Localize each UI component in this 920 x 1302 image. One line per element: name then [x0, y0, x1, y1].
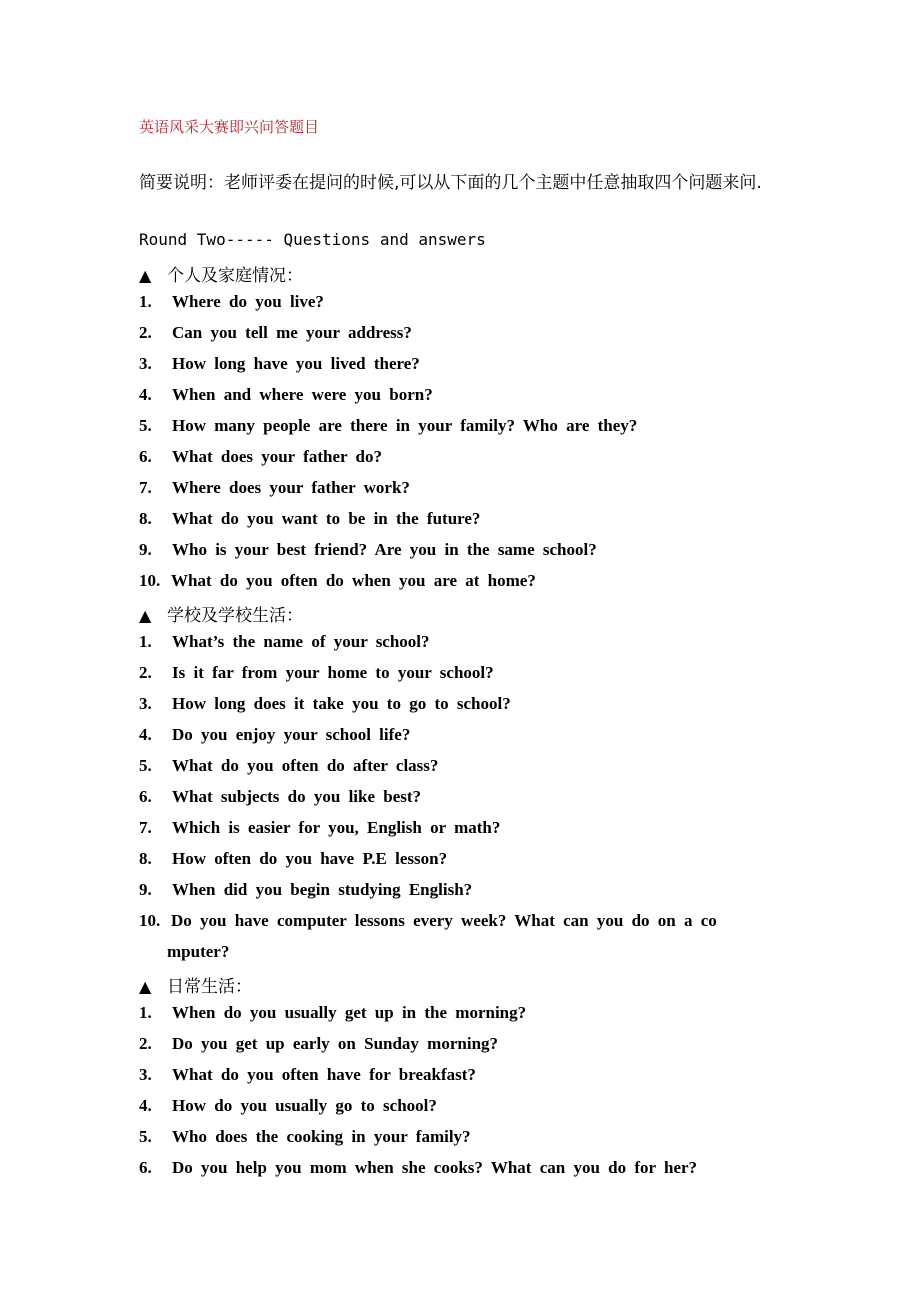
question-text: What do you often have for breakfast? [172, 1065, 476, 1084]
question-item [139, 694, 511, 718]
question-item [139, 663, 494, 687]
question-text: Can you tell me your address? [172, 323, 412, 342]
question-number: 3. [139, 694, 152, 713]
document-title: 英语风采大赛即兴问答题目 [139, 118, 320, 136]
question-item [139, 1158, 697, 1182]
question-item [139, 880, 472, 904]
question-number: 1. [139, 292, 152, 311]
question-item [139, 849, 447, 873]
section-heading-school [139, 601, 303, 625]
question-number: 4. [139, 725, 152, 744]
question-item [139, 571, 536, 595]
question-text: What does your father do? [172, 447, 382, 466]
question-text: Who does the cooking in your family? [172, 1127, 471, 1146]
question-item [139, 632, 430, 656]
question-item [139, 756, 438, 780]
question-item [139, 1003, 526, 1027]
question-number: 1. [139, 632, 152, 651]
question-text: What’s the name of your school? [172, 632, 430, 651]
question-text: What subjects do you like best? [172, 787, 422, 806]
question-item [139, 323, 412, 347]
question-item [139, 509, 480, 533]
question-text: Do you get up early on Sunday morning? [172, 1034, 499, 1053]
triangle-bullet-icon: ▲ [139, 977, 152, 996]
question-text: What do you often do when you are at home? [171, 571, 536, 590]
question-number: 6. [139, 1158, 152, 1177]
question-text: What do you often do after class? [172, 756, 439, 775]
question-number: 4. [139, 385, 152, 404]
question-item [139, 1127, 471, 1151]
question-text: When and where were you born? [172, 385, 433, 404]
question-number: 3. [139, 1065, 152, 1084]
question-item [139, 1096, 437, 1120]
question-text: What do you want to be in the future? [172, 509, 481, 528]
question-number: 6. [139, 447, 152, 466]
question-number: 5. [139, 756, 152, 775]
question-item [139, 478, 410, 502]
question-number: 7. [139, 478, 152, 497]
question-item [139, 354, 420, 378]
section-title: 学校及学校生活： [167, 606, 303, 626]
question-number: 10. [139, 571, 161, 590]
question-item [139, 818, 500, 842]
question-item [139, 1065, 476, 1089]
question-number: 2. [139, 1034, 152, 1053]
question-number: 2. [139, 663, 152, 682]
question-number: 5. [139, 416, 152, 435]
question-item [139, 540, 597, 564]
question-text: Is it far from your home to your school? [172, 663, 494, 682]
question-number: 5. [139, 1127, 152, 1146]
question-number: 1. [139, 1003, 152, 1022]
section-title: 日常生活： [167, 977, 252, 997]
triangle-bullet-icon: ▲ [139, 266, 152, 285]
question-item [139, 911, 717, 935]
intro-text: 简要说明：老师评委在提问的时候,可以从下面的几个主题中任意抽取四个问题来问. [139, 173, 762, 193]
question-item [139, 385, 433, 409]
question-item [139, 787, 421, 811]
question-text: How do you usually go to school? [172, 1096, 437, 1115]
question-text: How long does it take you to go to school? [172, 694, 511, 713]
question-text: Where does your father work? [172, 478, 410, 497]
question-number: 4. [139, 1096, 152, 1115]
question-item [139, 725, 410, 749]
question-number: 3. [139, 354, 152, 373]
question-text: Which is easier for you, English or math? [172, 818, 501, 837]
question-text: Do you have computer lessons every week? What can you do on a co [171, 911, 717, 930]
question-text: Do you help you mom when she cooks? What can you do for her? [172, 1158, 698, 1177]
section-heading-family [139, 261, 303, 285]
question-number: 8. [139, 509, 152, 528]
question-number: 9. [139, 540, 152, 559]
question-number: 10. [139, 911, 161, 930]
question-item [139, 1034, 498, 1058]
question-text: Where do you live? [172, 292, 324, 311]
question-number: 7. [139, 818, 152, 837]
question-item [139, 416, 637, 440]
question-text: When do you usually get up in the morning? [172, 1003, 527, 1022]
question-text-continuation: mputer? [167, 942, 230, 961]
question-number: 2. [139, 323, 152, 342]
section-heading-daily-life [139, 972, 252, 996]
triangle-bullet-icon: ▲ [139, 606, 152, 625]
question-item [139, 292, 324, 316]
question-text: Who is your best friend? Are you in the same school? [172, 540, 597, 559]
question-number: 8. [139, 849, 152, 868]
question-number: 9. [139, 880, 152, 899]
question-text: How often do you have P.E lesson? [172, 849, 448, 868]
question-text: When did you begin studying English? [172, 880, 473, 899]
section-title: 个人及家庭情况： [167, 266, 303, 286]
round-heading: Round Two----- Questions and answers [139, 230, 486, 249]
question-text: How long have you lived there? [172, 354, 420, 373]
question-text: Do you enjoy your school life? [172, 725, 411, 744]
question-item [139, 447, 382, 471]
question-text: How many people are there in your family? Who are they? [172, 416, 638, 435]
question-number: 6. [139, 787, 152, 806]
